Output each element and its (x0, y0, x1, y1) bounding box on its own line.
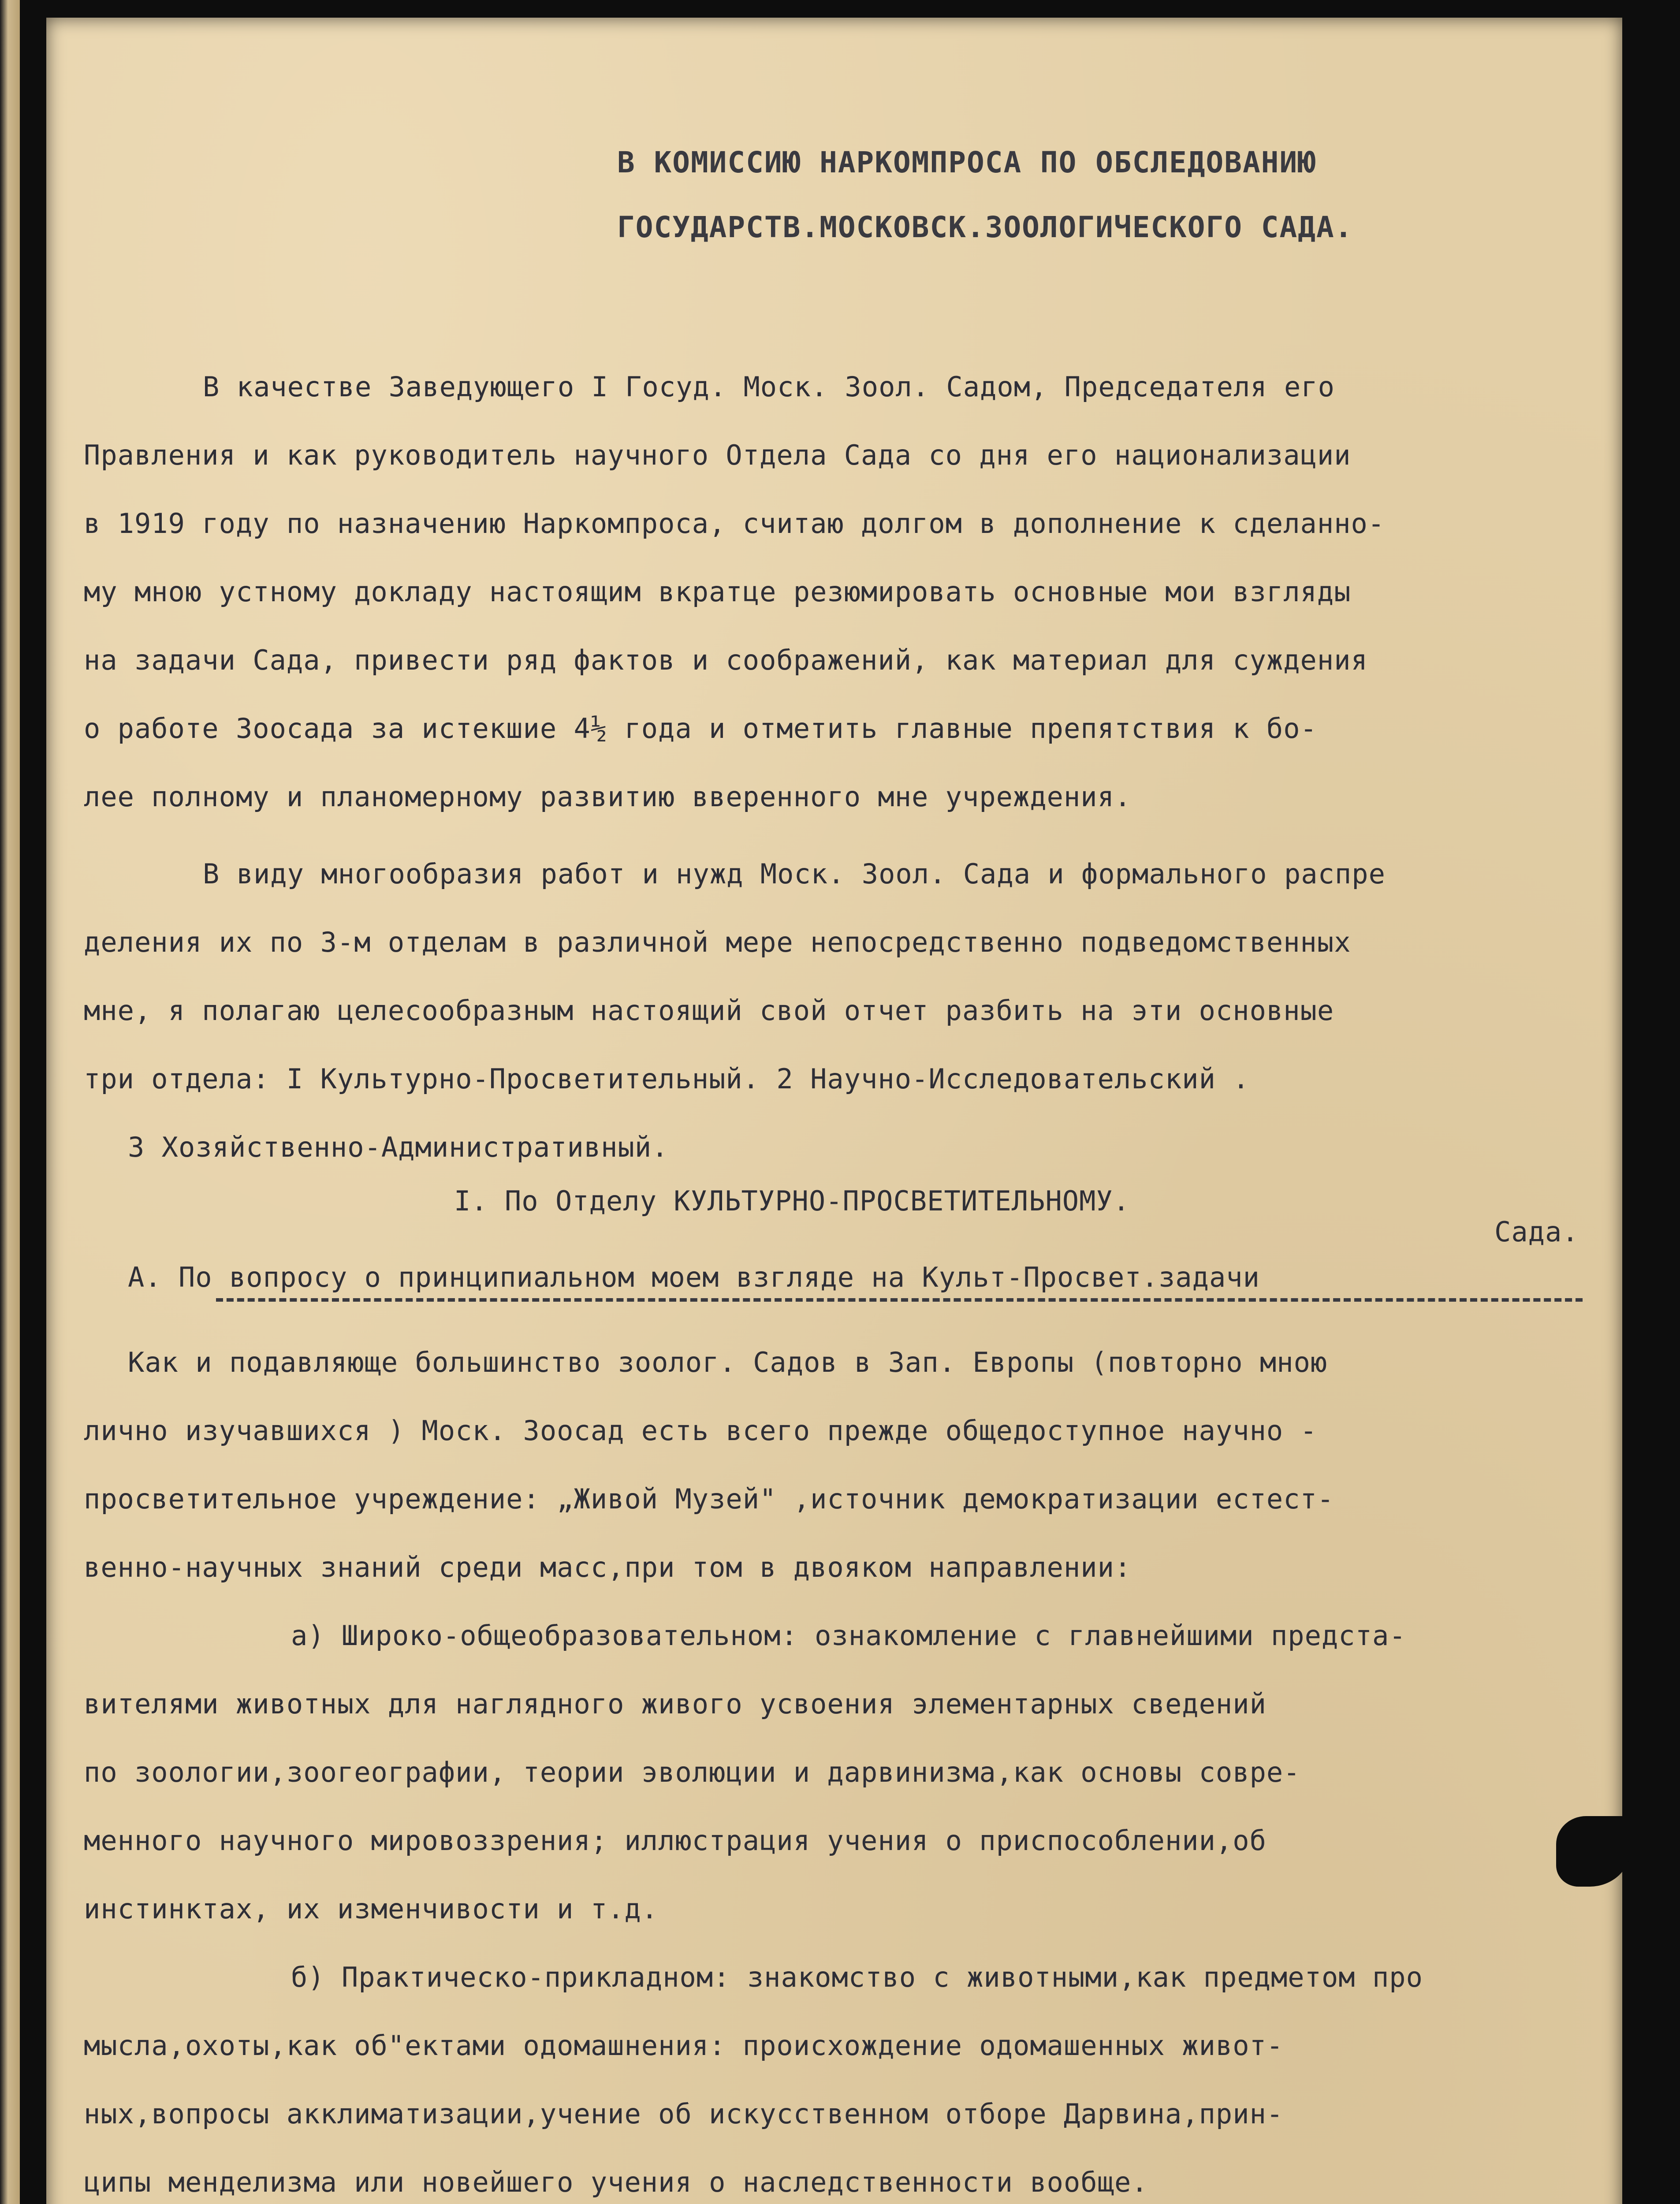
item-a-line: вителями животных для наглядного живого усвоения элементарных сведений (84, 1688, 1267, 1720)
section-a-trailing-word: Сада. (1494, 1216, 1579, 1248)
para3-line: венно-научных знаний среди масс,при том в двояком направлении: (84, 1551, 1132, 1583)
item-b-line: ных,вопросы акклиматизации,учение об искусственном отборе Дарвина,прин- (84, 2098, 1284, 2130)
item-a-line: инстинктах, их изменчивости и т.д. (84, 1893, 659, 1925)
section-heading: I. По Отделу КУЛЬТУРНО-ПРОСВЕТИТЕЛЬНОМУ. (454, 1185, 1130, 1217)
item-b-line: б) Практическо-прикладном: знакомство с животными,как предметом про (291, 1961, 1423, 1993)
adjacent-page-edge (0, 0, 20, 2204)
para2-line: мне, я полагаю целесообразным настоящий свой отчет разбить на эти основные (84, 994, 1334, 1027)
section-a-heading: А. По вопросу о принципиальном моем взгляде на Культ-Просвет.задачи (128, 1261, 1260, 1293)
header-line-1: В КОМИССИЮ НАРКОМПРОСА ПО ОБСЛЕДОВАНИЮ (617, 145, 1316, 179)
item-b-line: мысла,охоты,как об"ектами одомашнения: происхождение одомашенных живот- (84, 2029, 1284, 2062)
para2-line: три отдела: I Культурно-Просветительный. 2 Научно-Исследовательский . (84, 1063, 1250, 1095)
para2-line: деления их по 3-м отделам в различной мере непосредственно подведомственных (84, 926, 1351, 958)
para3-line: Как и подавляюще большинство зоолог. Садов в Зап. Европы (повторно мною (128, 1346, 1328, 1378)
intro-line: лее полному и планомерному развитию вверенного мне учреждения. (84, 781, 1132, 813)
item-a-line: по зоологии,зоогеографии, теории эволюции и дарвинизма,как основы совре- (84, 1756, 1300, 1788)
para2-line: 3 Хозяйственно-Административный. (128, 1131, 669, 1163)
item-a-line: менного научного мировоззрения; иллюстрация учения о приспособлении,об (84, 1824, 1267, 1857)
intro-line: о работе Зоосада за истекшие 4½ года и отметить главные препятствия к бо- (84, 712, 1317, 745)
document-header (617, 145, 1455, 275)
intro-line: в 1919 году по назначению Наркомпроса, считаю долгом в дополнение к сделанно- (84, 507, 1385, 540)
intro-line: В качестве Заведующего I Госуд. Моск. Зоол. Садом, Председателя его (203, 371, 1335, 403)
item-a-line: а) Широко-общеобразовательном: ознакомление с главнейшими предста- (291, 1619, 1406, 1652)
intro-line: на задачи Сада, привести ряд фактов и соображений, как материал для суждения (84, 644, 1368, 676)
item-b-line: ципы менделизма или новейшего учения о наследственности вообще. (84, 2166, 1148, 2198)
para2-line: В виду многообразия работ и нужд Моск. Зоол. Сада и формального распре (203, 858, 1386, 890)
intro-line: му мною устному докладу настоящим вкратце резюмировать основные мои взгляды (84, 576, 1351, 608)
intro-line: Правления и как руководитель научного Отдела Сада со дня его национализации (84, 439, 1351, 471)
para3-line: лично изучавшихся ) Моск. Зоосад есть всего прежде общедоступное научно - (84, 1415, 1317, 1447)
para3-line: просветительное учреждение: „Живой Музей" ,источник демократизации естест- (84, 1483, 1334, 1515)
document-body (84, 353, 1579, 2204)
header-line-2: ГОСУДАРСТВ.МОСКОВСК.ЗООЛОГИЧЕСКОГО САДА. (617, 210, 1353, 244)
